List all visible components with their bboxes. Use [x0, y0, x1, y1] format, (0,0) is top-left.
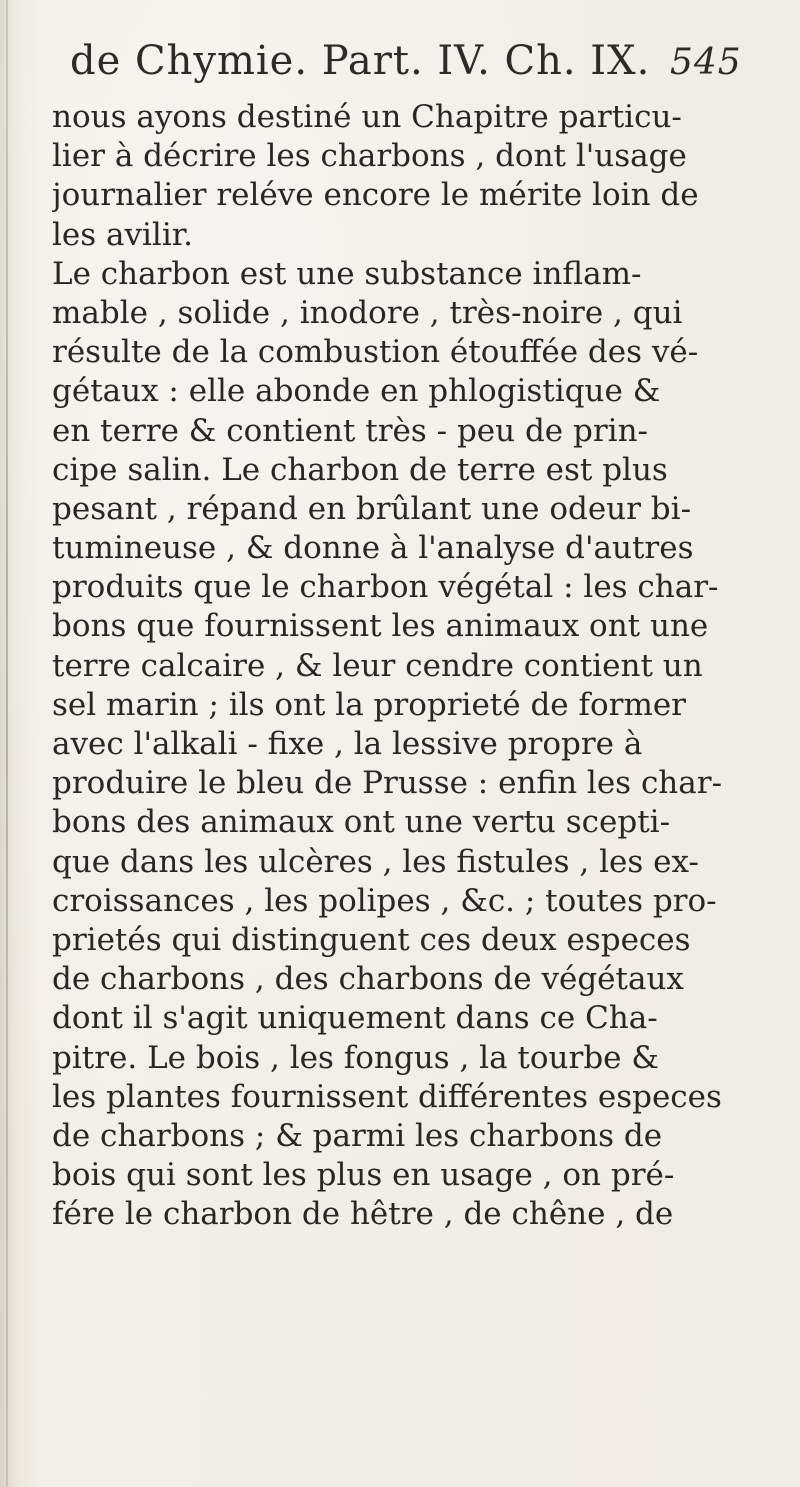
text-line: bons que fournissent les animaux ont une — [52, 608, 709, 645]
text-line: de charbons , des charbons de végétaux — [52, 961, 684, 998]
text-line: cipe salin. Le charbon de terre est plus — [52, 451, 668, 488]
text-line: bois qui sont les plus en usage , on pré- — [52, 1157, 675, 1194]
text-line: tumineuse , & donne à l'analyse d'autres — [52, 530, 694, 567]
text-line: nous ayons destiné un Chapitre particu- — [52, 99, 682, 135]
text-line: produits que le charbon végétal : les char- — [52, 569, 719, 606]
text-line: pesant , répand en brûlant une odeur bi- — [52, 490, 692, 527]
text-line: pitre. Le bois , les fongus , la tourbe & — [52, 1039, 659, 1076]
text-line: journalier reléve encore le mérite loin de — [52, 177, 699, 214]
text-line: gétaux : elle abonde en phlogistique & — [52, 373, 661, 410]
text-line: en terre & contient très - peu de prin- — [52, 412, 649, 449]
text-line: terre calcaire , & leur cendre contient un — [52, 647, 703, 684]
text-line: résulte de la combustion étouffée des vé- — [52, 334, 699, 371]
text-line: produire le bleu de Prusse : enfin les char- — [52, 765, 723, 802]
text-line: mable , solide , inodore , très-noire , qui — [52, 294, 683, 331]
running-head-title: de Chymie. Part. IV. Ch. IX. — [70, 38, 651, 84]
text-line: fére le charbon de hêtre , de chêne , de — [52, 1196, 674, 1233]
text-line: croissances , les polipes , &c. ; toutes pro- — [52, 882, 717, 919]
body-text — [52, 98, 782, 1234]
text-line: que dans les ulcères , les fistules , les ex- — [52, 843, 699, 880]
text-line: bons des animaux ont une vertu scepti- — [52, 804, 671, 841]
text-line: dont il s'agit uniquement dans ce Cha- — [52, 1000, 658, 1037]
text-line: sel marin ; ils ont la proprieté de former — [52, 686, 687, 723]
text-line: lier à décrire les charbons , dont l'usage — [52, 138, 687, 175]
text-line: les avilir. — [52, 216, 194, 253]
text-line: Le charbon est une substance inflam- — [52, 255, 642, 292]
text-line: de charbons ; & parmi les charbons de — [52, 1117, 663, 1154]
running-head — [70, 38, 742, 98]
page-gutter — [6, 0, 8, 1487]
text-line: les plantes fournissent différentes especes — [52, 1078, 722, 1115]
text-line: avec l'alkali - fixe , la lessive propre à — [52, 726, 643, 762]
text-line: prietés qui distinguent ces deux especes — [52, 921, 691, 958]
page-number: 545 — [670, 42, 742, 83]
